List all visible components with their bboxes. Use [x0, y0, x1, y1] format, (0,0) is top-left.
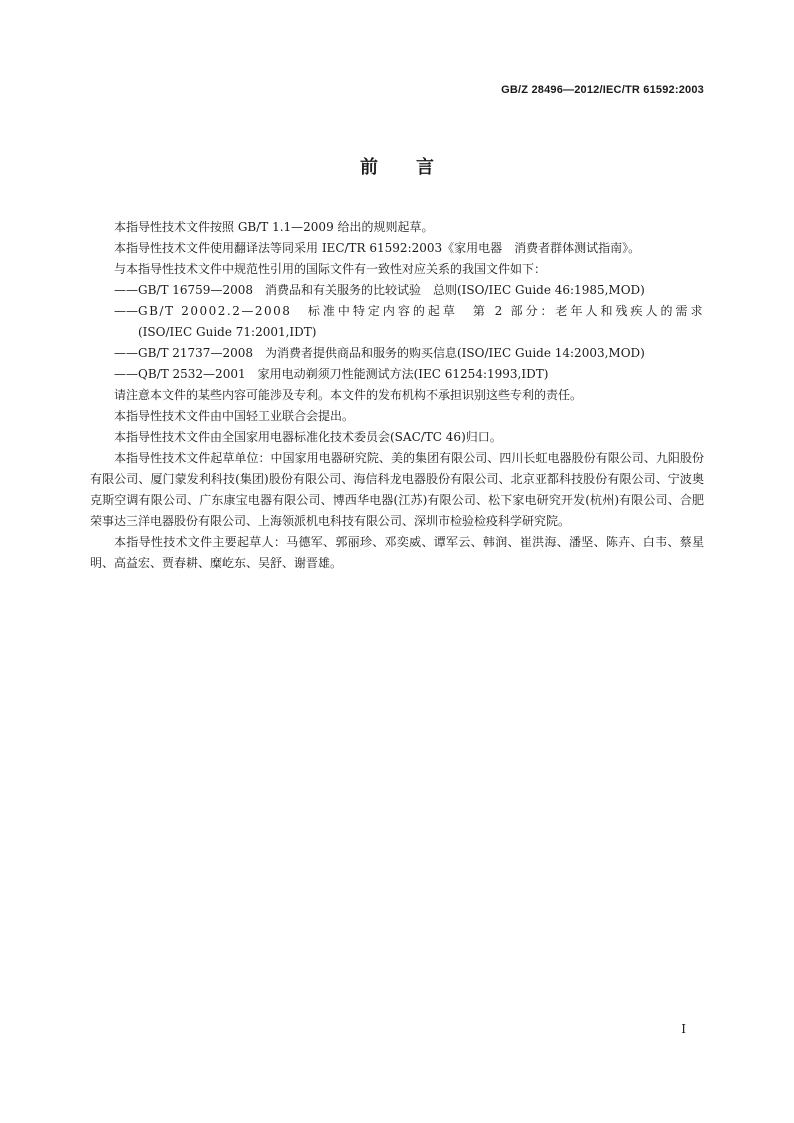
reference-text: QB/T 2532—2001 家用电动剃须刀性能测试方法(IEC 61254:1993,IDT) — [138, 367, 549, 381]
page-title: 前言 — [360, 157, 472, 178]
reference-text-block — [138, 301, 704, 343]
standard-number-header: GB/Z 28496—2012/IEC/TR 61592:2003 — [501, 84, 704, 96]
paragraph-committee: 本指导性技术文件由全国家用电器标准化技术委员会(SAC/TC 46)归口。 — [114, 430, 502, 444]
page-number: I — [681, 1022, 686, 1036]
reference-item — [114, 343, 704, 364]
reference-dash: —— — [114, 283, 138, 297]
paragraph-drafting-units: 本指导性技术文件起草单位：中国家用电器研究院、美的集团有限公司、四川长虹电器股份有限公司、九阳股份有限公司、厦门蒙发利科技(集团)股份有限公司、海信科龙电器股份有限公司、北京亚都科技股份有限公司、宁波奥克斯空调有限公司、广东康宝电器有限公司、博西华电器(江苏)有限公司、松下家电研究开发(杭州)有限公司、合肥荣事达三洋电器股份有限公司、上海领派机电科技有限公司、深圳市检验检疫科学研究院。 — [90, 451, 704, 528]
paragraph-proposer: 本指导性技术文件由中国轻工业联合会提出。 — [114, 409, 355, 423]
paragraph-drafting-rules: 本指导性技术文件按照 GB/T 1.1—2009 给出的规则起草。 — [114, 220, 434, 234]
paragraph-drafters: 本指导性技术文件主要起草人：马德军、郭丽珍、邓奕威、谭军云、韩润、崔洪海、潘坚、陈卉、白韦、蔡星明、高益宏、贾春耕、糜屹东、吴舒、谢晋雄。 — [90, 535, 704, 570]
paragraph-references-intro: 与本指导性技术文件中规范性引用的国际文件有一致性对应关系的我国文件如下： — [114, 262, 547, 276]
reference-dash: —— — [114, 304, 138, 318]
reference-item — [114, 301, 704, 343]
reference-continuation: (ISO/IEC Guide 71:2001,IDT) — [138, 325, 317, 339]
reference-text: GB/T 20002.2—2008 标准中特定内容的起草 第 2 部分：老年人和残疾人的需求 — [138, 304, 704, 318]
reference-item — [114, 280, 704, 301]
reference-text: GB/T 21737—2008 为消费者提供商品和服务的购买信息(ISO/IEC Guide 14:2003,MOD) — [138, 346, 645, 360]
reference-item — [114, 364, 704, 385]
paragraph-adoption: 本指导性技术文件使用翻译法等同采用 IEC/TR 61592:2003《家用电器 消费者群体测试指南》。 — [114, 241, 641, 255]
reference-dash: —— — [114, 367, 138, 381]
reference-text: GB/T 16759—2008 消费品和有关服务的比较试验 总则(ISO/IEC Guide 46:1985,MOD) — [138, 283, 645, 297]
reference-dash: —— — [114, 346, 138, 360]
document-body — [90, 217, 704, 574]
paragraph-patent-notice: 请注意本文件的某些内容可能涉及专利。本文件的发布机构不承担识别这些专利的责任。 — [114, 388, 583, 402]
